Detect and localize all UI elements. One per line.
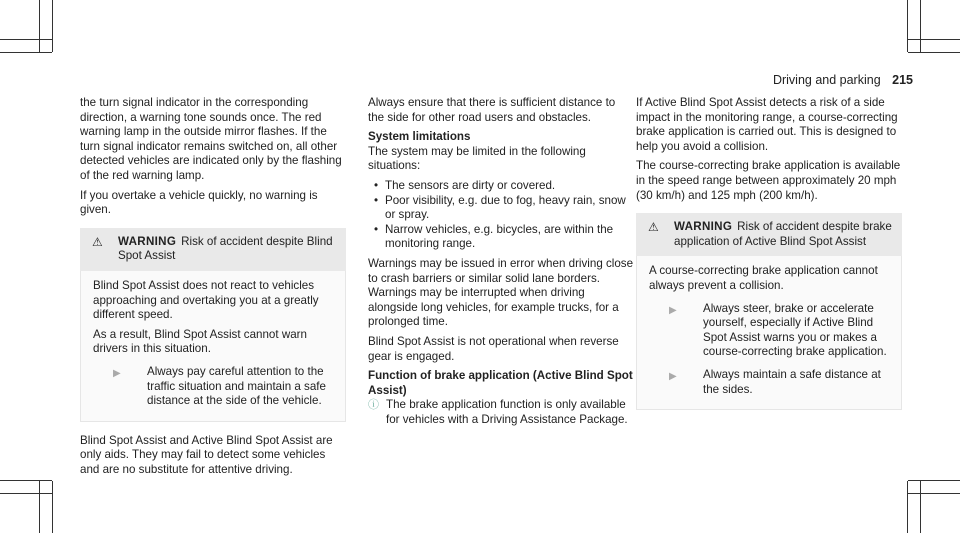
list-item: • The sensors are dirty or covered. (368, 179, 634, 194)
crop-mark (908, 493, 960, 494)
list-item: • Narrow vehicles, e.g. bicycles, are within the monitoring range. (368, 223, 634, 252)
crop-mark (907, 0, 908, 52)
column-2 (368, 96, 634, 427)
heading: Function of brake application (Active Blind Spot Assist) (368, 369, 633, 397)
action-step (113, 365, 335, 409)
section-title: Driving and parking (772, 73, 881, 87)
paragraph: The system may be limited in the following situations: (368, 144, 586, 173)
warning-title: Risk of accident despite brake application of Active Blind Spot Assist (674, 220, 892, 248)
paragraph: Blind Spot Assist is not operational when reverse gear is engaged. (368, 334, 619, 363)
paragraph: The course-correcting brake application is available in the speed range between approximately 20 mph (30 km/h) and 125 mph (200 km/h). (636, 159, 901, 202)
info-icon: ⓘ (368, 399, 379, 412)
crop-mark (0, 52, 52, 53)
arrow-icon: ▶ (669, 304, 677, 316)
warning-label: WARNING (118, 234, 177, 248)
crop-mark (39, 481, 40, 533)
crop-mark (908, 39, 960, 40)
crop-mark (908, 52, 960, 53)
page-number: 215 (892, 73, 913, 87)
paragraph: Blind Spot Assist and Active Blind Spot Assist are only aids. They may fail to detect some vehicles and are no substitute for attentive driving. (80, 433, 333, 476)
list-item: • Poor visibility, e.g. due to fog, heavy rain, snow or spray. (368, 194, 634, 223)
crop-mark (39, 0, 40, 52)
warning-triangle-icon: ⚠ (92, 234, 103, 249)
paragraph: If you overtake a vehicle quickly, no warning is given. (80, 188, 318, 217)
heading: System limitations (368, 130, 471, 144)
crop-mark (52, 481, 53, 533)
note (368, 398, 634, 427)
crop-mark (908, 480, 960, 481)
warning-body (636, 256, 902, 410)
action-step (669, 368, 891, 397)
warning-label: WARNING (674, 220, 733, 234)
arrow-icon: ▶ (113, 367, 121, 379)
crop-mark (0, 480, 52, 481)
paragraph: A course-correcting brake application cannot always prevent a collision. (649, 264, 878, 292)
step-text: Always steer, brake or accelerate yourself, especially if Active Blind Spot Assist warns you or makes a course-correcting brake application. (703, 301, 887, 359)
crop-mark (920, 481, 921, 533)
crop-mark (0, 493, 52, 494)
paragraph: Always ensure that there is sufficient distance to the side for other road users and obstacles. (368, 96, 616, 124)
step-text: Always maintain a safe distance at the sides. (703, 367, 881, 396)
paragraph: the turn signal indicator in the corresponding direction, a warning tone sounds once. The red warning lamp in the outside mirror flashes. If the turn signal indicator remains switched on, all other detected vehicles are indicated only by the flashing of the red warning lamp. (80, 96, 342, 182)
crop-mark (920, 0, 921, 52)
warning-body (80, 271, 346, 422)
crop-mark (0, 39, 52, 40)
warning-triangle-icon: ⚠ (648, 220, 659, 235)
warning-header (636, 213, 902, 256)
column-3 (636, 96, 902, 422)
crop-mark (52, 0, 53, 52)
warning-header (80, 228, 346, 271)
note-text: The brake application function is only available for vehicles with a Driving Assistance Package. (386, 398, 628, 426)
crop-mark (907, 481, 908, 533)
page-header (773, 73, 913, 87)
column-1 (80, 96, 346, 482)
warning-box (636, 213, 902, 410)
warning-title: Risk of accident despite Blind Spot Assist (118, 234, 333, 263)
paragraph: Warnings may be issued in error when driving close to crash barriers or similar solid lane borders. Warnings may be interrupted when driving alongside long vehicles, for example trucks, for a prolonged time. (368, 256, 634, 329)
step-text: Always pay careful attention to the traffic situation and maintain a safe distance at the side of the vehicle. (147, 364, 326, 408)
paragraph: As a result, Blind Spot Assist cannot warn drivers in this situation. (93, 327, 307, 356)
bullet-list (368, 179, 634, 252)
warning-box (80, 228, 346, 422)
arrow-icon: ▶ (669, 370, 677, 382)
paragraph: Blind Spot Assist does not react to vehicles approaching and overtaking you at a greatly different speed. (93, 278, 319, 322)
action-step (669, 302, 891, 360)
paragraph: If Active Blind Spot Assist detects a risk of a side impact in the monitoring range, a course-correcting brake application is carried out. This is designed to help you avoid a collision. (636, 96, 898, 153)
